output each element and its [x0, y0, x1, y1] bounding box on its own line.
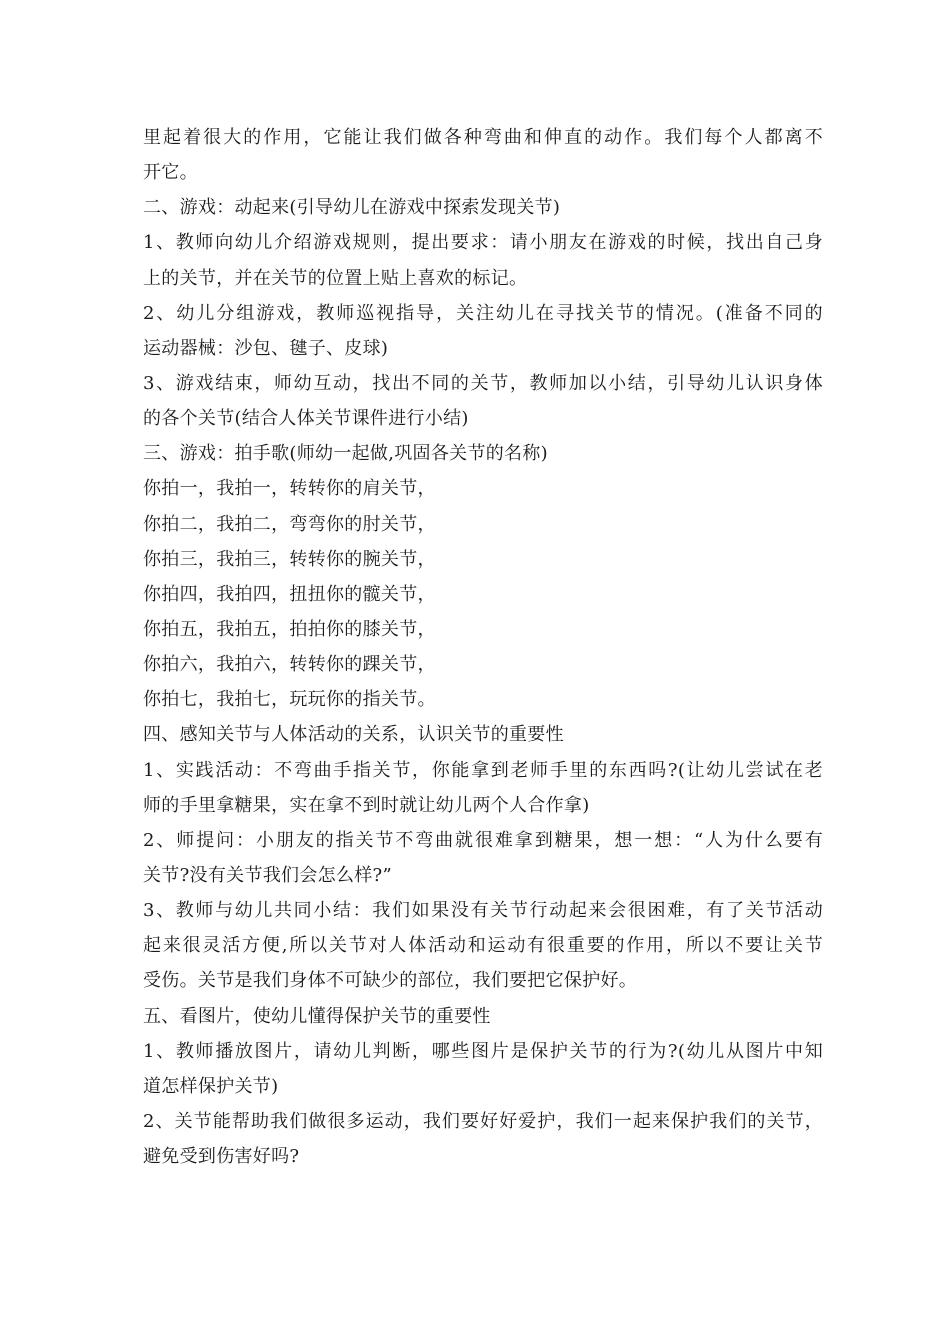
text-line: 里起着很大的作用，它能让我们做各种弯曲和伸直的动作。我们每个人都离不: [143, 127, 823, 148]
text-line: 你拍二，我拍二，弯弯你的肘关节，: [143, 513, 436, 535]
text-line: 开它。: [143, 162, 198, 184]
text-line: 2、关节能帮助我们做很多运动，我们要好好爱护，我们一起来保护我们的关节，: [143, 1110, 823, 1132]
text-line: 受伤。关节是我们身体不可缺少的部位，我们要把它保护好。: [143, 970, 638, 992]
document-body: [143, 120, 823, 1174]
text-line: 你拍七，我拍七，玩玩你的指关节。: [143, 689, 436, 711]
text-line: 二、游戏：动起来(引导幼儿在游戏中探索发现关节): [143, 197, 561, 219]
text-line: 道怎样保护关节): [143, 1075, 279, 1097]
text-line: 的各个关节(结合人体关节课件进行小结): [143, 408, 469, 430]
text-line: 五、看图片，使幼儿懂得保护关节的重要性: [143, 1005, 491, 1027]
text-line: 起来很灵活方便,所以关节对人体活动和运动有很重要的作用，所以不要让关节: [143, 935, 823, 957]
text-line: 你拍一，我拍一，转转你的肩关节，: [143, 478, 436, 500]
text-line: 1、教师播放图片，请幼儿判断，哪些图片是保护关节的行为?(幼儿从图片中知: [143, 1040, 823, 1062]
text-line: 1、教师向幼儿介绍游戏规则，提出要求：请小朋友在游戏的时候，找出自己身: [143, 232, 823, 254]
text-line: 四、感知关节与人体活动的关系，认识关节的重要性: [143, 724, 564, 746]
text-line: 2、幼儿分组游戏，教师巡视指导，关注幼儿在寻找关节的情况。(准备不同的: [143, 302, 823, 324]
text-line: 避免受到伤害好吗?: [143, 1146, 300, 1168]
text-line: 你拍六，我拍六，转转你的踝关节，: [143, 654, 436, 676]
text-line: 上的关节，并在关节的位置上贴上喜欢的标记。: [143, 267, 528, 289]
text-line: 1、实践活动：不弯曲手指关节，你能拿到老师手里的东西吗?(让幼儿尝试在老: [143, 759, 823, 781]
text-line: 运动器械：沙包、毽子、皮球): [143, 337, 389, 359]
text-line: 师的手里拿糖果，实在拿不到时就让幼儿两个人合作拿): [143, 794, 590, 816]
text-line: 你拍三，我拍三，转转你的腕关节，: [143, 548, 436, 570]
text-line: 3、游戏结束，师幼互动，找出不同的关节，教师加以小结，引导幼儿认识身体: [143, 372, 823, 394]
text-line: 你拍五，我拍五，拍拍你的膝关节，: [143, 618, 436, 640]
text-line: 关节?没有关节我们会怎么样?”: [143, 864, 393, 886]
text-line: 三、游戏：拍手歌(师幼一起做,巩固各关节的名称): [143, 443, 548, 465]
text-line: 2、师提问：小朋友的指关节不弯曲就很难拿到糖果，想一想：“人为什么要有: [143, 829, 823, 851]
text-line: 3、教师与幼儿共同小结：我们如果没有关节行动起来会很困难，有了关节活动: [143, 900, 823, 922]
text-line: 你拍四，我拍四，扭扭你的髋关节，: [143, 583, 436, 605]
